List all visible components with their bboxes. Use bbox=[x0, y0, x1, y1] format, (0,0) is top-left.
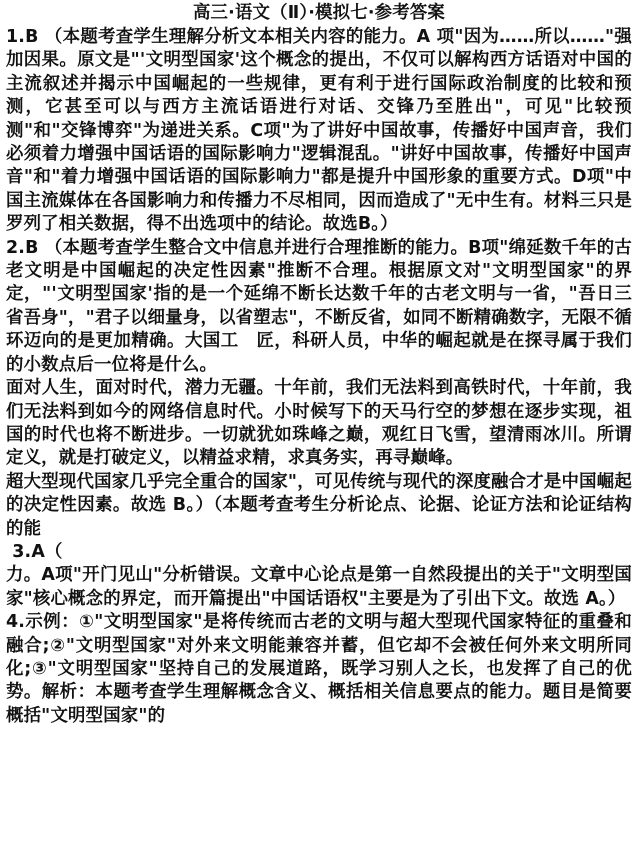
answer-paragraph-1: 1.B （本题考查学生理解分析文本相关内容的能力。A 项"因为……所以……"强加因果。原文是"'文明型国家'这个概念的提出，不仅可以解构西方话语对中国的主流叙述并揭示中国崛起的一些规律，更有利于进行国际政治制度的比较和预测，它甚至可以与西方主流话语进行对话、交锋乃至胜出"，可见"比较预测"和"交锋博弈"为递进关系。C项"为了讲好中国故事，传播好中国声音，我们必须着力增强中国话语的国际影响力"逻辑混乱。"讲好中国故事，传播好中国声音"和"着力增强中国话语的国际影响力"都是提升中国形象的重要方式。D项"中国主流媒体在各国影响力和传播力不尽相同，因而造成了"无中生有。材料三只是罗列了相关数据，得不出选项中的结论。故选B。） bbox=[6, 27, 632, 235]
body-paragraph-essay: 面对人生，面对时代，潜力无疆。十年前，我们无法料到高铁时代，十年前，我们无法料到如今的网络信息时代。小时候写下的天马行空的梦想在逐步实现，祖国的时代也将不断进步。一切就犹如珠峰之巅，观红日飞雪，望清雨冰川。所谓定义，就是打破定义，以精益求精，求真务实，再寻巅峰。 bbox=[6, 378, 632, 469]
answer-paragraph-2: 2.B （本题考查学生整合文中信息并进行合理推断的能力。B项"绵延数千年的古老文明是中国崛起的决定性因素"推断不合理。根据原文对"文明型国家"的界定，"'文明型国家'指的是一个延绵不断长达数千年的古老文明与一省，"吾日三省吾身"，"君子以细量身，以省塑志"，不断反省，如同不断精确数字，无限不循环迈向的是更加精确。大国工 匠，科研人员，中华的崛起就是在探寻属于我们的小数点后一位将是什么。 bbox=[6, 237, 632, 375]
answer-paragraph-3: 力。A项"开门见山"分析错误。文章中心论点是第一自然段提出的关于"文明型国家"核心概念的界定，而开篇提出"中国话语权"主要是为了引出下文。故选 A。） bbox=[6, 565, 632, 609]
body-paragraph-continuation: 超大型现代国家几乎完全重合的国家"，可见传统与现代的深度融合才是中国崛起的决定性因素。故选 B。）（本题考查考生分析论点、论据、论证方法和论证结构的能 bbox=[6, 471, 632, 539]
answer-paragraph-4: 4.示例：①"文明型国家"是将传统而古老的文明与超大型现代国家特征的重叠和融合;②"文明型国家"对外来文明能兼容并蓄，但它却不会被任何外来文明所同化;③"文明型国家"坚持自己的发展道路，既学习别人之长，也发挥了自己的优势。解析：本题考查学生理解概念含义、概括相关信息要点的能力。题目是简要概括"文明型国家"的 bbox=[6, 612, 632, 726]
answer-document bbox=[6, 0, 632, 862]
page-title: 高三·语文（Ⅱ）·模拟七·参考答案 bbox=[192, 3, 446, 23]
answer-paragraph-3-label: 3.A（ bbox=[6, 541, 63, 562]
